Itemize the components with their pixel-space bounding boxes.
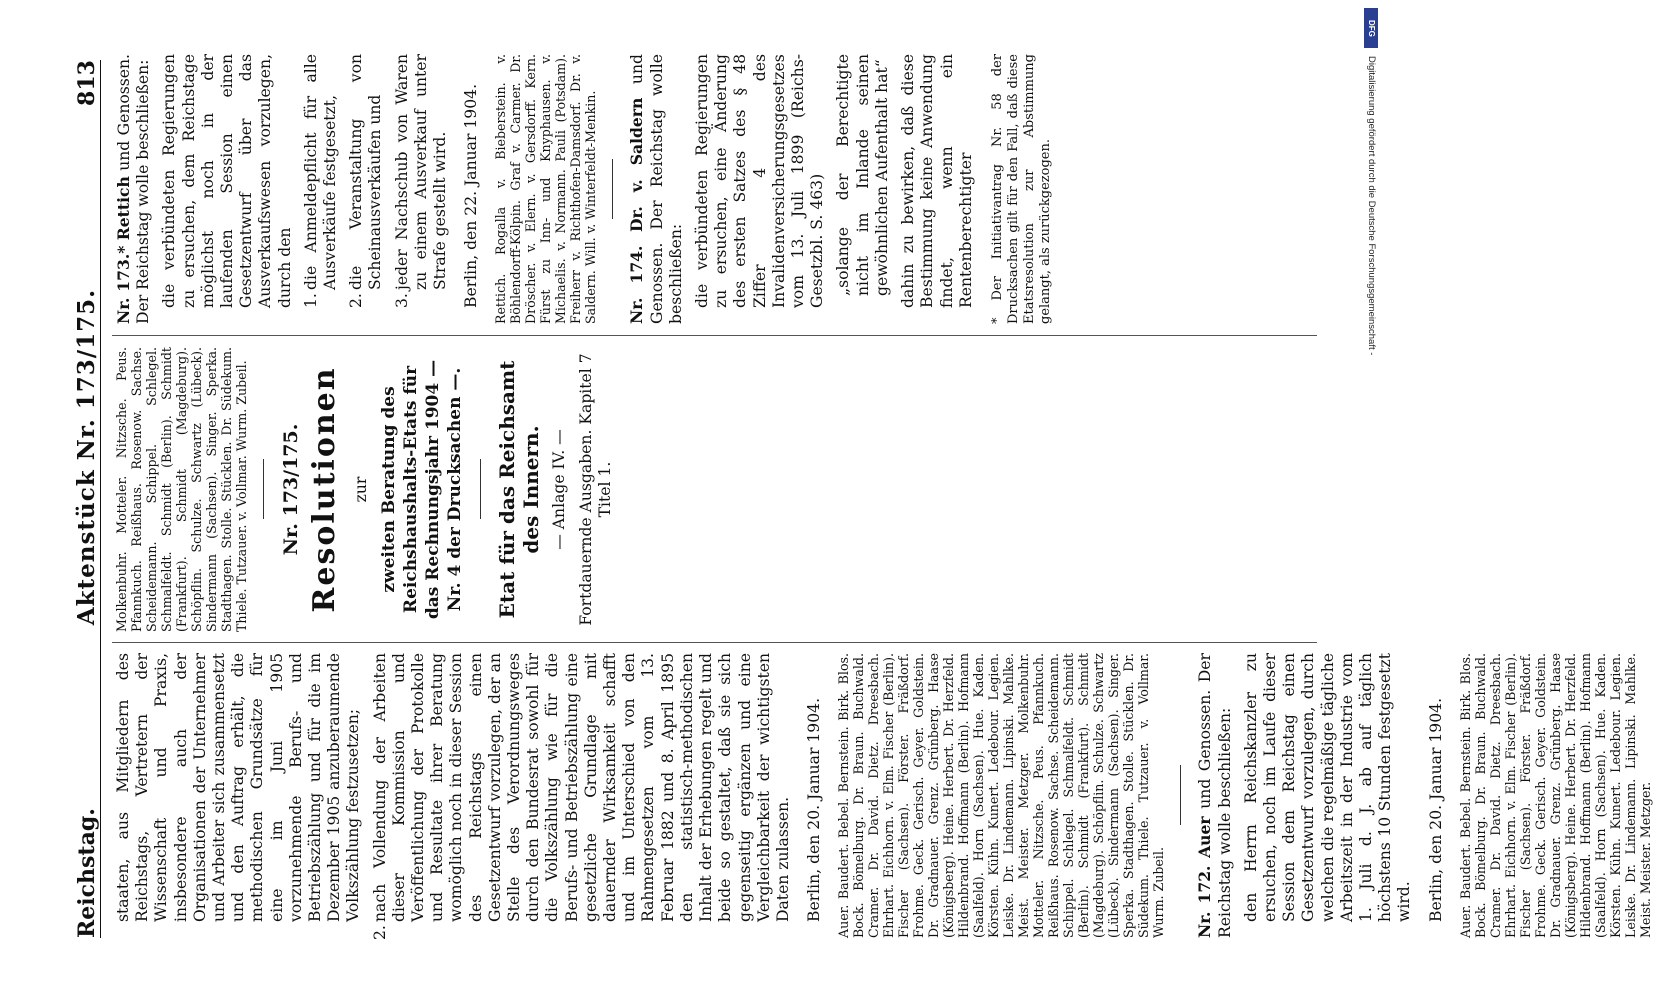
section-subtitle: zweiten Beratung des Reichshaushalts-Etats für das Rechnungsjahr 1904 — Nr. 4 der Drucksachen —.: [379, 359, 466, 620]
resolution-text: den Herrn Reichskanzler zu ersuchen, noch im Laufe dieser Session dem Reichstag einen Gesetzentwurf vorzulegen, durch welchen die regelmäßige tägliche Arbeitszeit in der Industrie vom 1. Juli d. J. ab auf täglich höchstens 10 Stunden festgesetzt wird.: [1241, 653, 1414, 922]
list-item-text: die Veranstaltung von Scheinausverkäufen und: [347, 54, 385, 290]
section-number: Nr. 173/175.: [280, 423, 302, 556]
resolution-intro: und Genossen. Der Reichstag wolle beschließen:: [115, 54, 153, 324]
resolution-text: die verbündeten Regierungen zu ersuchen, eine Änderung des ersten Satzes des § 48 Ziffer 4 des Invalidenversicherungsgesetzes vom 13. Juli 1899 (Reichs-Gesetzbl. S. 463): [693, 54, 827, 308]
date-line: Berlin, den 22. Januar 1904.: [462, 83, 481, 308]
signatories: Rettich. Rogalla v. Bieberstein. v. Böhlendorff-Kölpin. Graf v. Carmer. Dr. Dröscher. v. Elern. v. Gersdorff. Kern. Fürst zu Inn- und Knyphausen. v. Michaelis. v. Normann. Pauli (Potsdam). Freiherr v. Richthofen-Damsdorf. Dr. v. Saldern. Will. v. Winterfeldt-Menkin.: [493, 54, 599, 324]
fortdauernde-label: Fortdauernde Ausgaben. Kapitel 7 Titel 1.: [576, 353, 614, 626]
page-number: 813: [74, 60, 100, 106]
separator: [263, 460, 264, 520]
dfg-logo: DFG: [1364, 8, 1378, 48]
anlage-label: — Anlage IV. —: [550, 429, 569, 550]
section-title: Resolutionen: [307, 366, 343, 613]
separator: [480, 460, 481, 520]
list-number: 2.: [370, 925, 389, 940]
section-zur: zur: [352, 476, 371, 503]
resolution-174: [627, 54, 686, 324]
separator: [612, 159, 613, 219]
signatories: Auer. Baudert. Bebel. Bernstein. Birk. Blos. Bock. Bömelburg. Dr. Braun. Buchwald. Cramer. Dr. David. Dietz. Dreesbach. Ehrhart. Eichhorn. v. Elm. Fischer (Berlin). Fischer (Sachsen). Förster. Fräßdorf. Frohme. Geck. Gerisch. Geyer. Goldstein. Dr. Gradnauer. Grenz. Grünberg. Haase (Königsberg). Heine. Herbert. Dr. Herzfeld. Hildenbrand. Hoffmann (Berlin). Hofmann (Saalfeld). Horn (Sachsen). Hue. Kaden. Körsten. Kühn. Kunert. Ledebour. Legien. Leiske. Dr. Lindemann. Lipinski. Mahlke. Meist. Meister. Metzger. Molkenbuhr. Motteler. Nitzsche. Peus. Pfannkuch. Reißhaus. Rosenow. Sachse. Scheidemann. Schippel. Schlegel. Schmalfeldt. Schmidt (Berlin). Schmidt (Frankfurt). Schmidt (Magdeburg). Schöpflin. Schulze. Schwartz (Lübeck). Sindermann (Sachsen). Singer. Sperka. Stadthagen. Stolle. Stücklen. Dr. Südekum. Thiele. Tutzauer. v. Vollmar. Wurm. Zubeil.: [836, 653, 1167, 938]
list-item-text: jeder Nachschub von Waren zu einem Ausverkauf unter Strafe gestellt wird.: [392, 54, 450, 290]
column-divider: [112, 642, 1317, 643]
header-center: Aktenstück Nr. 173/175.: [73, 288, 100, 626]
column-divider: [112, 335, 1317, 336]
date-line: Berlin, den 20. Januar 1904.: [1426, 697, 1445, 922]
resolution-intro: und Genossen. Der Reichstag wolle beschließen:: [628, 54, 685, 324]
dfg-credit: Digitalisierung gefördert durch die Deutsche Forschungsgemeinschaft -: [1366, 56, 1377, 356]
column-right: [114, 54, 1061, 324]
resolution-number: Nr. 172.: [1195, 865, 1215, 938]
resolution-mover: Dr. v. Saldern: [627, 97, 647, 232]
resolution-intro: und Genossen. Der Reichstag wolle beschließen:: [1196, 653, 1234, 938]
column-middle: [114, 347, 622, 632]
resolution-172: [1195, 653, 1234, 938]
header-left: Reichstag.: [74, 808, 100, 938]
list-item-text: nach Vollendung der Arbeiten dieser Kommission und Veröffentlichung der Protokolle und Resultate ihrer Beratung womöglich noch in dieser Session des Reichstags einen Gesetzentwurf vorzulegen, der an Stelle des Verordnungsweges durch den Bundesrat sowohl für die Volkszählung wie für die Berufs- und Betriebszählung eine gesetzliche Grundlage mit dauernder Wirksamkeit schafft und im Unterschied von den Rahmengesetzen vom 13. Februar 1882 und 8. April 1895 den statistisch-methodischen Inhalt der Erhebungen regelt und beide so gestaltet, daß sie sich gegenseitig ergänzen und eine Vergleichbarkeit der wichtigsten Daten zulassen.: [370, 653, 792, 922]
resolution-number: Nr. 173.*: [114, 245, 133, 324]
paragraph: staaten, aus Mitgliedern des Reichstags, Vertretern der Wissenschaft und Praxis, insbesondere auch der Organisationen der Unternehmer und Arbeiter sich zusammensetzt und den Auftrag erhält, die methodischen Grundsätze für eine im Juni 1905 vorzunehmende Berufs- und Betriebszählung und für die im Dezember 1905 anzuberaumende Volkszählung festzusetzen;: [114, 653, 363, 922]
date-line: Berlin, den 20. Januar 1904.: [805, 697, 824, 922]
signatories: Auer. Baudert. Bebel. Bernstein. Birk. Blos. Bock. Bömelburg. Dr. Braun. Buchwald. Cramer. Dr. David. Dietz. Dreesbach. Ehrhart. Eichhorn. v. Elm. Fischer (Berlin). Fischer (Sachsen). Förster. Fräßdorf. Frohme. Geck. Gerisch. Geyer. Goldstein. Dr. Gradnauer. Grenz. Grünberg. Haase (Königsberg). Heine. Herbert. Dr. Herzfeld. Hildenbrand. Hoffmann (Berlin). Hofmann (Saalfeld). Horn (Sachsen). Hue. Kaden. Körsten. Kühn. Kunert. Ledebour. Legien. Leiske. Dr. Lindemann. Lipinski. Mahlke. Meist. Meister. Metzger.: [1457, 653, 1653, 938]
footnote: * Der Initiativantrag Nr. 58 der Drucksachen gilt für den Fall, daß diese Etatsresolution zur Abstimmung gelangt, als zurückgezogen.: [989, 54, 1053, 324]
column-left: [114, 653, 1660, 938]
dfg-sidebar: [1364, 8, 1380, 993]
resolution-173: [114, 54, 153, 324]
page-header: [60, 60, 101, 938]
separator: [1180, 766, 1181, 826]
list-item-text: die Anmeldepflicht für alle Ausverkäufe festgesetzt,: [301, 54, 340, 290]
list-item: 1.die Anmeldepflicht für alle Ausverkäufe festgesetzt,: [301, 54, 340, 308]
resolution-number: Nr. 174.: [627, 245, 647, 324]
resolution-mover: Rettich: [114, 176, 133, 241]
list-item: [371, 653, 793, 938]
resolution-text: dahin zu bewirken, daß diese Bestimmung keine Anwendung findet, wenn ein Rentenberechtigter: [899, 54, 975, 308]
resolution-mover: Auer: [1195, 816, 1215, 858]
resolution-text: die verbündeten Regierungen zu ersuchen, dem Reichstage möglichst noch in der laufenden Session einen Gesetzentwurf über das Ausverkaufswesen vorzulegen, durch den: [160, 54, 294, 308]
etat-title: Etat für das Reichsamt des Innern.: [495, 360, 544, 619]
list-item: 3.jeder Nachschub von Waren zu einem Ausverkauf unter Strafe gestellt wird.: [392, 54, 450, 308]
resolution-quote: „solange der Berechtigte nicht im Inlande seinen gewöhnlichen Aufenthalt hat“: [834, 54, 891, 296]
signatories: Molkenbuhr. Motteler. Nitzsche. Peus. Pfannkuch. Reißhaus. Rosenow. Sachse. Scheidemann. Schippel. Schlegel. Schmalfeldt. Schmidt (Berlin). Schmidt (Frankfurt). Schmidt (Magdeburg). Schöpflin. Schulze. Schwartz (Lübeck). Sindermann (Sachsen). Singer. Sperka. Stadthagen. Stolle. Stücklen. Dr. Südekum. Thiele. Tutzauer. v. Vollmar. Wurm. Zubeil.: [114, 347, 249, 632]
list-item: 2.die Veranstaltung von Scheinausverkäufen und: [347, 54, 385, 308]
